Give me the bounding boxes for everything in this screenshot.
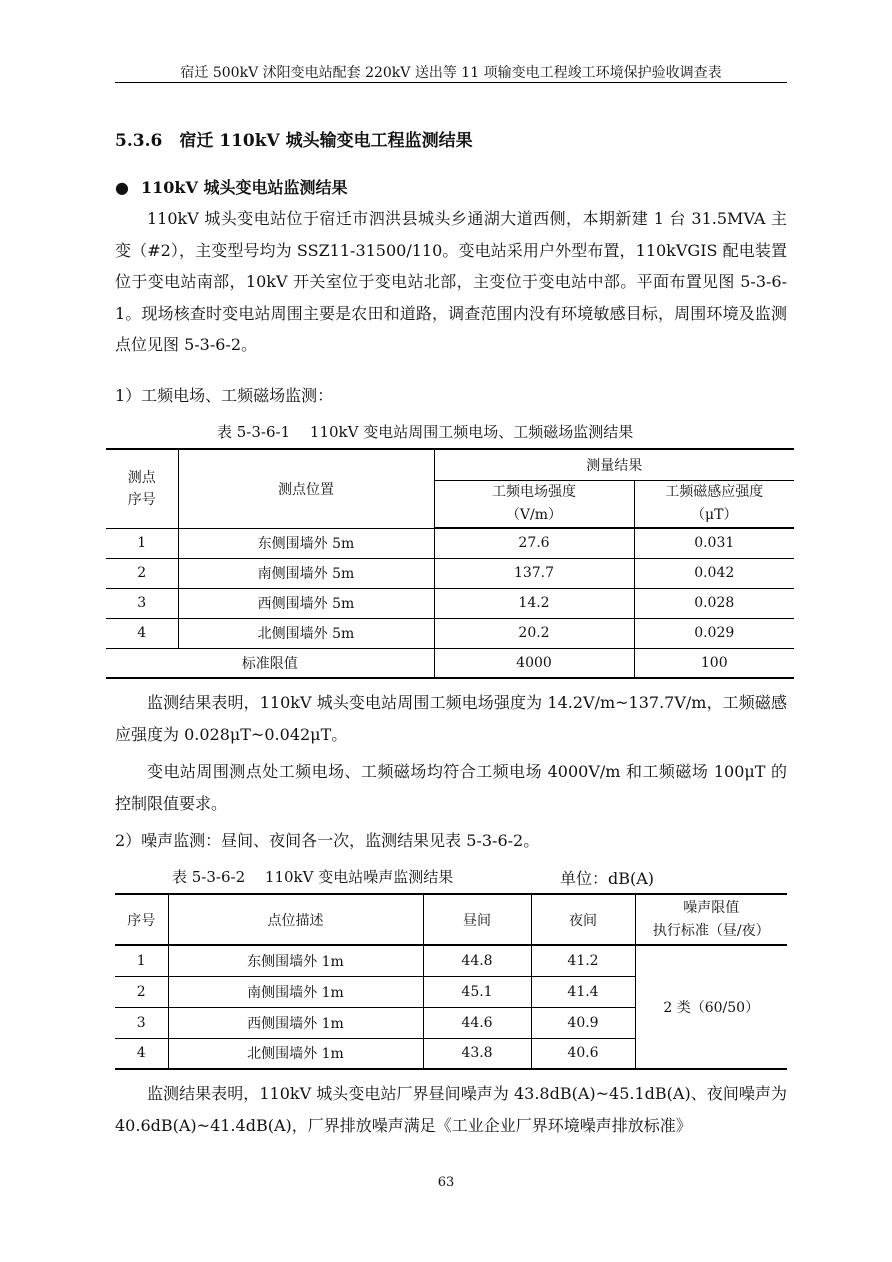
cell-no: 2 bbox=[106, 558, 178, 588]
section-title: 5.3.6 宿迁 110kV 城头输变电工程监测结果 bbox=[115, 131, 473, 151]
th-night: 夜间 bbox=[531, 894, 635, 945]
cell-day: 45.1 bbox=[423, 976, 531, 1007]
cell-day: 44.6 bbox=[423, 1007, 531, 1038]
cell-desc: 东侧围墙外 1m bbox=[168, 945, 423, 976]
th-point-no-line2: 序号 bbox=[127, 491, 156, 508]
th-no: 序号 bbox=[115, 894, 168, 945]
intro-paragraph: 110kV 城头变电站位于宿迁市泗洪县城头乡通湖大道西侧，本期新建 1 台 31.5MVA 主变（#2），主变型号均为 SSZ11-31500/110。变电站采用户外型布置，110kVGIS 配电装置位于变电站南部，10kV 开关室位于变电站北部，主变位于变电站中部。平面布置见图 5-3-6-1。现场核查时变电站周围主要是农田和道路，调查范围内没有环境敏感目标，周围环境及监测点位见图 5-3-6-2。 bbox=[115, 209, 787, 354]
cell-e: 20.2 bbox=[434, 618, 634, 648]
table-row bbox=[106, 588, 794, 618]
cell-no: 4 bbox=[106, 618, 178, 648]
cell-desc: 南侧围墙外 1m bbox=[168, 976, 423, 1007]
cell-limit-label: 标准限值 bbox=[106, 648, 434, 678]
cell-no: 3 bbox=[115, 1007, 168, 1038]
th-limit-line1: 噪声限值 bbox=[683, 899, 740, 916]
result-2-paragraph: 监测结果表明，110kV 城头变电站厂界昼间噪声为 43.8dB(A)~45.1dB(A)、夜间噪声为 40.6dB(A)~41.4dB(A)，厂界排放噪声满足《工业企业厂界环境噪声排放标准》 bbox=[115, 1084, 787, 1135]
table-emf-results bbox=[106, 448, 794, 679]
cell-no: 4 bbox=[115, 1038, 168, 1069]
th-day: 昼间 bbox=[423, 894, 531, 945]
th-limit-line2: 执行标准（昼/夜） bbox=[652, 922, 770, 939]
cell-e: 137.7 bbox=[434, 558, 634, 588]
cell-b: 0.042 bbox=[634, 558, 794, 588]
cell-no: 3 bbox=[106, 588, 178, 618]
th-magnetic-field bbox=[634, 480, 794, 528]
page-number: 63 bbox=[437, 1175, 455, 1190]
result-1-paragraph: 监测结果表明，110kV 城头变电站周围工频电场强度为 14.2V/m~137.7V/m，工频磁感应强度为 0.028μT~0.042μT。 bbox=[115, 693, 787, 744]
item-2-heading: 2）噪声监测：昼间、夜间各一次，监测结果见表 5-3-6-2。 bbox=[115, 831, 540, 850]
th-magnetic-field-line1: 工频磁感应强度 bbox=[665, 483, 764, 500]
cell-night: 41.4 bbox=[531, 976, 635, 1007]
cell-no: 2 bbox=[115, 976, 168, 1007]
cell-day: 44.8 bbox=[423, 945, 531, 976]
page-header: 宿迁 500kV 沭阳变电站配套 220kV 送出等 11 项输变电工程竣工环境保护验收调查表 bbox=[180, 65, 722, 81]
table-row bbox=[106, 558, 794, 588]
cell-location: 北侧围墙外 5m bbox=[178, 618, 434, 648]
compliance-paragraph: 变电站周围测点处工频电场、工频磁场均符合工频电场 4000V/m 和工频磁场 100μT 的控制限值要求。 bbox=[115, 762, 787, 813]
cell-e: 27.6 bbox=[434, 528, 634, 558]
th-electric-field bbox=[434, 480, 634, 528]
cell-night: 40.6 bbox=[531, 1038, 635, 1069]
cell-location: 西侧围墙外 5m bbox=[178, 588, 434, 618]
item-1-heading: 1）工频电场、工频磁场监测： bbox=[115, 386, 334, 405]
cell-e: 14.2 bbox=[434, 588, 634, 618]
th-measure-result: 测量结果 bbox=[434, 449, 794, 480]
cell-location: 南侧围墙外 5m bbox=[178, 558, 434, 588]
cell-limit-e: 4000 bbox=[434, 648, 634, 678]
table-2-caption: 表 5-3-6-2 110kV 变电站噪声监测结果 bbox=[172, 868, 454, 886]
bullet-heading bbox=[115, 175, 347, 198]
th-magnetic-field-unit: （μT） bbox=[691, 506, 738, 523]
table-2-unit: 单位：dB(A) bbox=[560, 869, 655, 888]
header-rule bbox=[115, 82, 787, 83]
th-electric-field-line1: 工频电场强度 bbox=[492, 483, 576, 500]
cell-b: 0.028 bbox=[634, 588, 794, 618]
bullet-heading-text: 110kV 城头变电站监测结果 bbox=[141, 178, 348, 197]
bullet-icon: ● bbox=[115, 178, 129, 197]
cell-day: 43.8 bbox=[423, 1038, 531, 1069]
cell-night: 41.2 bbox=[531, 945, 635, 976]
cell-no: 1 bbox=[106, 528, 178, 558]
th-limit bbox=[635, 894, 787, 945]
table-1-caption: 表 5-3-6-1 110kV 变电站周围工频电场、工频磁场监测结果 bbox=[217, 423, 634, 441]
cell-limit-value: 2 类（60/50） bbox=[635, 945, 787, 1069]
table-row bbox=[115, 945, 787, 976]
th-point-no bbox=[106, 449, 178, 528]
th-desc: 点位描述 bbox=[168, 894, 423, 945]
table-row bbox=[106, 618, 794, 648]
cell-location: 东侧围墙外 5m bbox=[178, 528, 434, 558]
table-noise-results bbox=[115, 893, 787, 1070]
cell-desc: 西侧围墙外 1m bbox=[168, 1007, 423, 1038]
cell-limit-b: 100 bbox=[634, 648, 794, 678]
cell-desc: 北侧围墙外 1m bbox=[168, 1038, 423, 1069]
table-limit-row bbox=[106, 648, 794, 678]
cell-b: 0.029 bbox=[634, 618, 794, 648]
th-electric-field-unit: （V/m） bbox=[505, 506, 563, 523]
table-row bbox=[106, 528, 794, 558]
th-point-no-line1: 测点 bbox=[127, 469, 156, 486]
cell-no: 1 bbox=[115, 945, 168, 976]
th-location: 测点位置 bbox=[178, 449, 434, 528]
cell-b: 0.031 bbox=[634, 528, 794, 558]
cell-night: 40.9 bbox=[531, 1007, 635, 1038]
